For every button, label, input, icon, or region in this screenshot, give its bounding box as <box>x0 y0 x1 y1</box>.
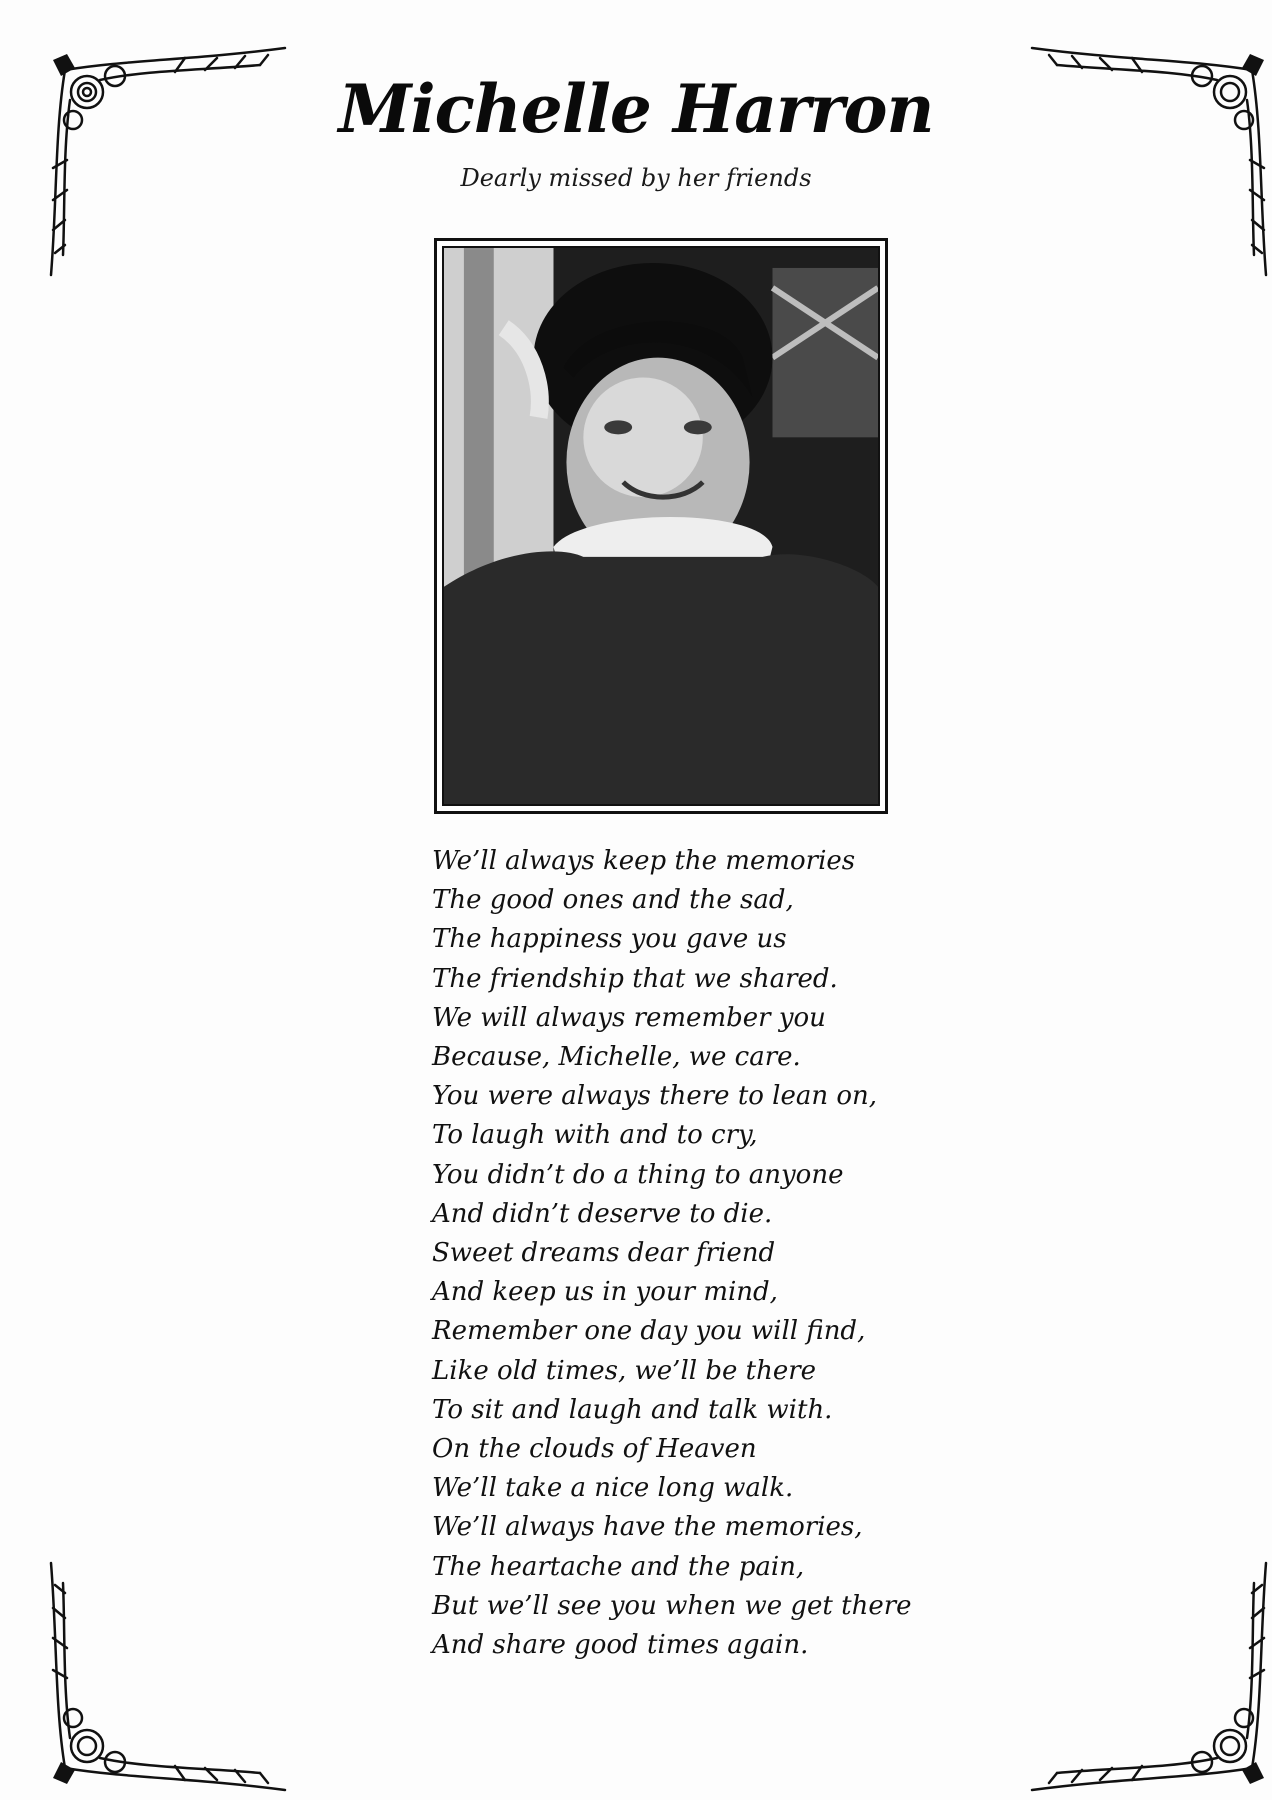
poem <box>432 842 952 1665</box>
poem-line: And keep us in your mind, <box>432 1277 778 1308</box>
poem-line: You didn’t do a thing to anyone <box>432 1159 844 1190</box>
poem-line: We will always remember you <box>432 1002 826 1033</box>
poem-line: Remember one day you will find, <box>432 1316 866 1347</box>
poem-line: We’ll always have the memories, <box>432 1512 863 1543</box>
portrait-frame <box>434 238 888 814</box>
poem-line: We’ll take a nice long walk. <box>432 1473 794 1504</box>
poem-line: The happiness you gave us <box>432 924 787 955</box>
memorial-name-title: Michelle Harron <box>338 70 934 148</box>
poem-line: We’ll always keep the memories <box>432 846 856 876</box>
poem-line: You were always there to lean on, <box>432 1081 878 1112</box>
poem-line: To sit and laugh and talk with. <box>432 1394 833 1425</box>
poem-line: Sweet dreams dear friend <box>432 1238 776 1269</box>
portrait-photo <box>442 246 880 806</box>
poem-line: On the clouds of Heaven <box>432 1434 757 1465</box>
poem-line: Because, Michelle, we care. <box>432 1042 801 1073</box>
poem-line: The good ones and the sad, <box>432 885 794 916</box>
dedication-subtitle: Dearly missed by her friends <box>460 164 812 192</box>
poem-line: But we’ll see you when we get there <box>432 1590 912 1621</box>
poem-line: And share good times again. <box>432 1630 809 1661</box>
poem-line: To laugh with and to cry, <box>432 1120 758 1151</box>
poem-line: Like old times, we’ll be there <box>432 1355 817 1386</box>
corner-ornament-bottom-right-icon <box>1022 1558 1272 1798</box>
poem-line: And didn’t deserve to die. <box>432 1198 773 1229</box>
poem-line: The friendship that we shared. <box>432 963 838 994</box>
corner-ornament-bottom-left-icon <box>45 1558 295 1798</box>
poem-line: The heartache and the pain, <box>432 1551 805 1582</box>
